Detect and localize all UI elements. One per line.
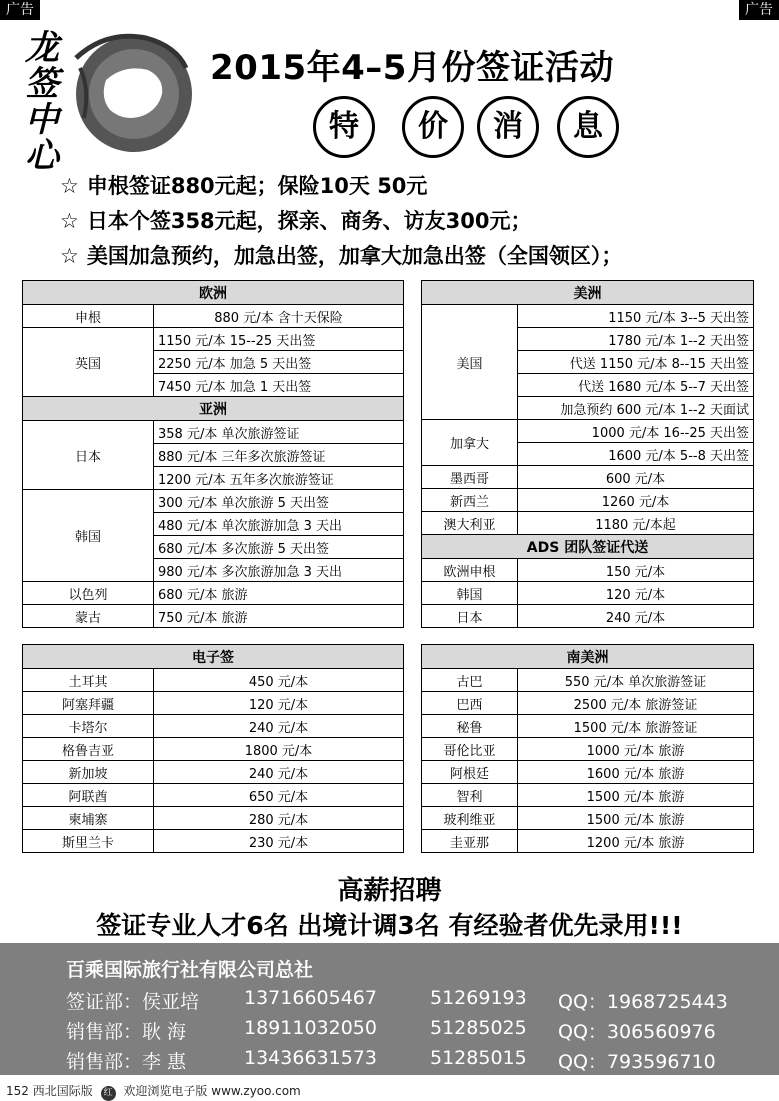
- badge-icon: 红: [101, 1086, 116, 1101]
- price-detail: 代送 1680 元/本 5--7 天出签: [518, 374, 754, 397]
- table-row: 秘鲁 1500 元/本 旅游签证: [422, 715, 754, 738]
- country-name: 蒙古: [23, 605, 154, 628]
- table-row: 墨西哥 600 元/本: [422, 466, 754, 489]
- price-detail: 750 元/本 旅游: [154, 605, 404, 628]
- contact-panel: 百乘国际旅行社有限公司总社 签证部：侯亚培 13716605467 51269193 QQ：1968725443 销售部：耿 海 18911032050 51285025 QQ：306560976 销售部：李 惠 13436631573 51285015 QQ：793596710: [0, 943, 779, 1075]
- price-detail: 980 元/本 多次旅游加急 3 天出: [154, 559, 404, 582]
- price-detail: 1600 元/本 5--8 天出签: [518, 443, 754, 466]
- americas-header: 美洲: [422, 281, 754, 305]
- europe-header: 欧洲: [23, 281, 404, 305]
- brand-name: 龙签中心: [25, 28, 59, 176]
- table-row: 阿塞拜疆 120 元/本: [23, 692, 404, 715]
- ad-label-left: 广告: [0, 0, 40, 20]
- country-name: 加拿大: [422, 420, 518, 466]
- table-row: 圭亚那 1200 元/本 旅游: [422, 830, 754, 853]
- page-title: 2015年4–5月份签证活动: [210, 48, 614, 88]
- asia-header: 亚洲: [23, 397, 404, 421]
- table-row: 阿根廷 1600 元/本 旅游: [422, 761, 754, 784]
- price-detail: 1780 元/本 1--2 天出签: [518, 328, 754, 351]
- table-row: 韩国 120 元/本: [422, 582, 754, 605]
- special-char-4: 息: [557, 96, 619, 158]
- star-icon: ☆: [60, 244, 79, 268]
- evisa-header: 电子签: [23, 645, 404, 669]
- country-name: 美国: [422, 305, 518, 420]
- price-detail: 680 元/本 多次旅游 5 天出签: [154, 536, 404, 559]
- price-detail: 358 元/本 单次旅游签证: [154, 421, 404, 444]
- special-char-2: 价: [402, 96, 464, 158]
- recruit-title: 高薪招聘: [337, 876, 442, 906]
- promo-line-1: ☆ 申根签证880元起；保险10天 50元: [60, 174, 428, 198]
- price-detail: 880 元/本 含十天保险: [154, 305, 404, 328]
- dragon-logo-icon: [66, 28, 198, 156]
- south-america-table: [421, 644, 754, 853]
- price-detail: 680 元/本 旅游: [154, 582, 404, 605]
- country-name: 韩国: [23, 490, 154, 582]
- ads-header: ADS 团队签证代送: [422, 535, 754, 559]
- price-detail: 1200 元/本 五年多次旅游签证: [154, 467, 404, 490]
- country-name: 英国: [23, 328, 154, 397]
- ad-label-right: 广告: [739, 0, 779, 20]
- south-america-header: 南美洲: [422, 645, 754, 669]
- price-detail: 7450 元/本 加急 1 天出签: [154, 374, 404, 397]
- price-detail: 1150 元/本 15--25 天出签: [154, 328, 404, 351]
- table-row: 卡塔尔 240 元/本: [23, 715, 404, 738]
- table-row: 古巴 550 元/本 单次旅游签证: [422, 669, 754, 692]
- europe-asia-table: [22, 280, 404, 628]
- americas-ads-table: [421, 280, 754, 628]
- price-detail: 1150 元/本 3--5 天出签: [518, 305, 754, 328]
- table-row: 日本 240 元/本: [422, 605, 754, 628]
- table-row: 柬埔寨 280 元/本: [23, 807, 404, 830]
- table-row: 新加坡 240 元/本: [23, 761, 404, 784]
- special-char-3: 消: [477, 96, 539, 158]
- promo-line-2: ☆ 日本个签358元起，探亲、商务、访友300元；: [60, 209, 532, 233]
- section-name: 西北国际版: [32, 1084, 93, 1098]
- table-row: 阿联酋 650 元/本: [23, 784, 404, 807]
- table-row: 智利 1500 元/本 旅游: [422, 784, 754, 807]
- price-detail: 300 元/本 单次旅游 5 天出签: [154, 490, 404, 513]
- page-footer: [0, 1082, 301, 1101]
- table-row: 斯里兰卡 230 元/本: [23, 830, 404, 853]
- table-row: 巴西 2500 元/本 旅游签证: [422, 692, 754, 715]
- page-number: 152: [6, 1084, 29, 1098]
- price-detail: 1000 元/本 16--25 天出签: [518, 420, 754, 443]
- evisa-table: [22, 644, 404, 853]
- price-detail: 480 元/本 单次旅游加急 3 天出: [154, 513, 404, 536]
- table-row: 格鲁吉亚 1800 元/本: [23, 738, 404, 761]
- price-detail: 2250 元/本 加急 5 天出签: [154, 351, 404, 374]
- price-detail: 880 元/本 三年多次旅游签证: [154, 444, 404, 467]
- country-name: 申根: [23, 305, 154, 328]
- promo-line-3: ☆ 美国加急预约，加急出签，加拿大加急出签（全国领区）；: [60, 244, 623, 268]
- price-detail: 代送 1150 元/本 8--15 天出签: [518, 351, 754, 374]
- company-name: 百乘国际旅行社有限公司总社: [66, 959, 314, 981]
- table-row: 哥伦比亚 1000 元/本 旅游: [422, 738, 754, 761]
- recruit-line: 签证专业人才6名 出境计调3名 有经验者优先录用!!!: [96, 911, 683, 940]
- price-detail: 加急预约 600 元/本 1--2 天面试: [518, 397, 754, 420]
- star-icon: ☆: [60, 209, 79, 233]
- table-row: 土耳其 450 元/本: [23, 669, 404, 692]
- table-row: 澳大利亚 1180 元/本起: [422, 512, 754, 535]
- site-link[interactable]: www.zyoo.com: [211, 1084, 301, 1098]
- country-name: 日本: [23, 421, 154, 490]
- table-row: 欧洲申根 150 元/本: [422, 559, 754, 582]
- welcome-text: 欢迎浏览电子版: [123, 1084, 208, 1098]
- star-icon: ☆: [60, 174, 79, 198]
- country-name: 以色列: [23, 582, 154, 605]
- table-row: 新西兰 1260 元/本: [422, 489, 754, 512]
- special-char-1: 特: [313, 96, 375, 158]
- table-row: 玻利维亚 1500 元/本 旅游: [422, 807, 754, 830]
